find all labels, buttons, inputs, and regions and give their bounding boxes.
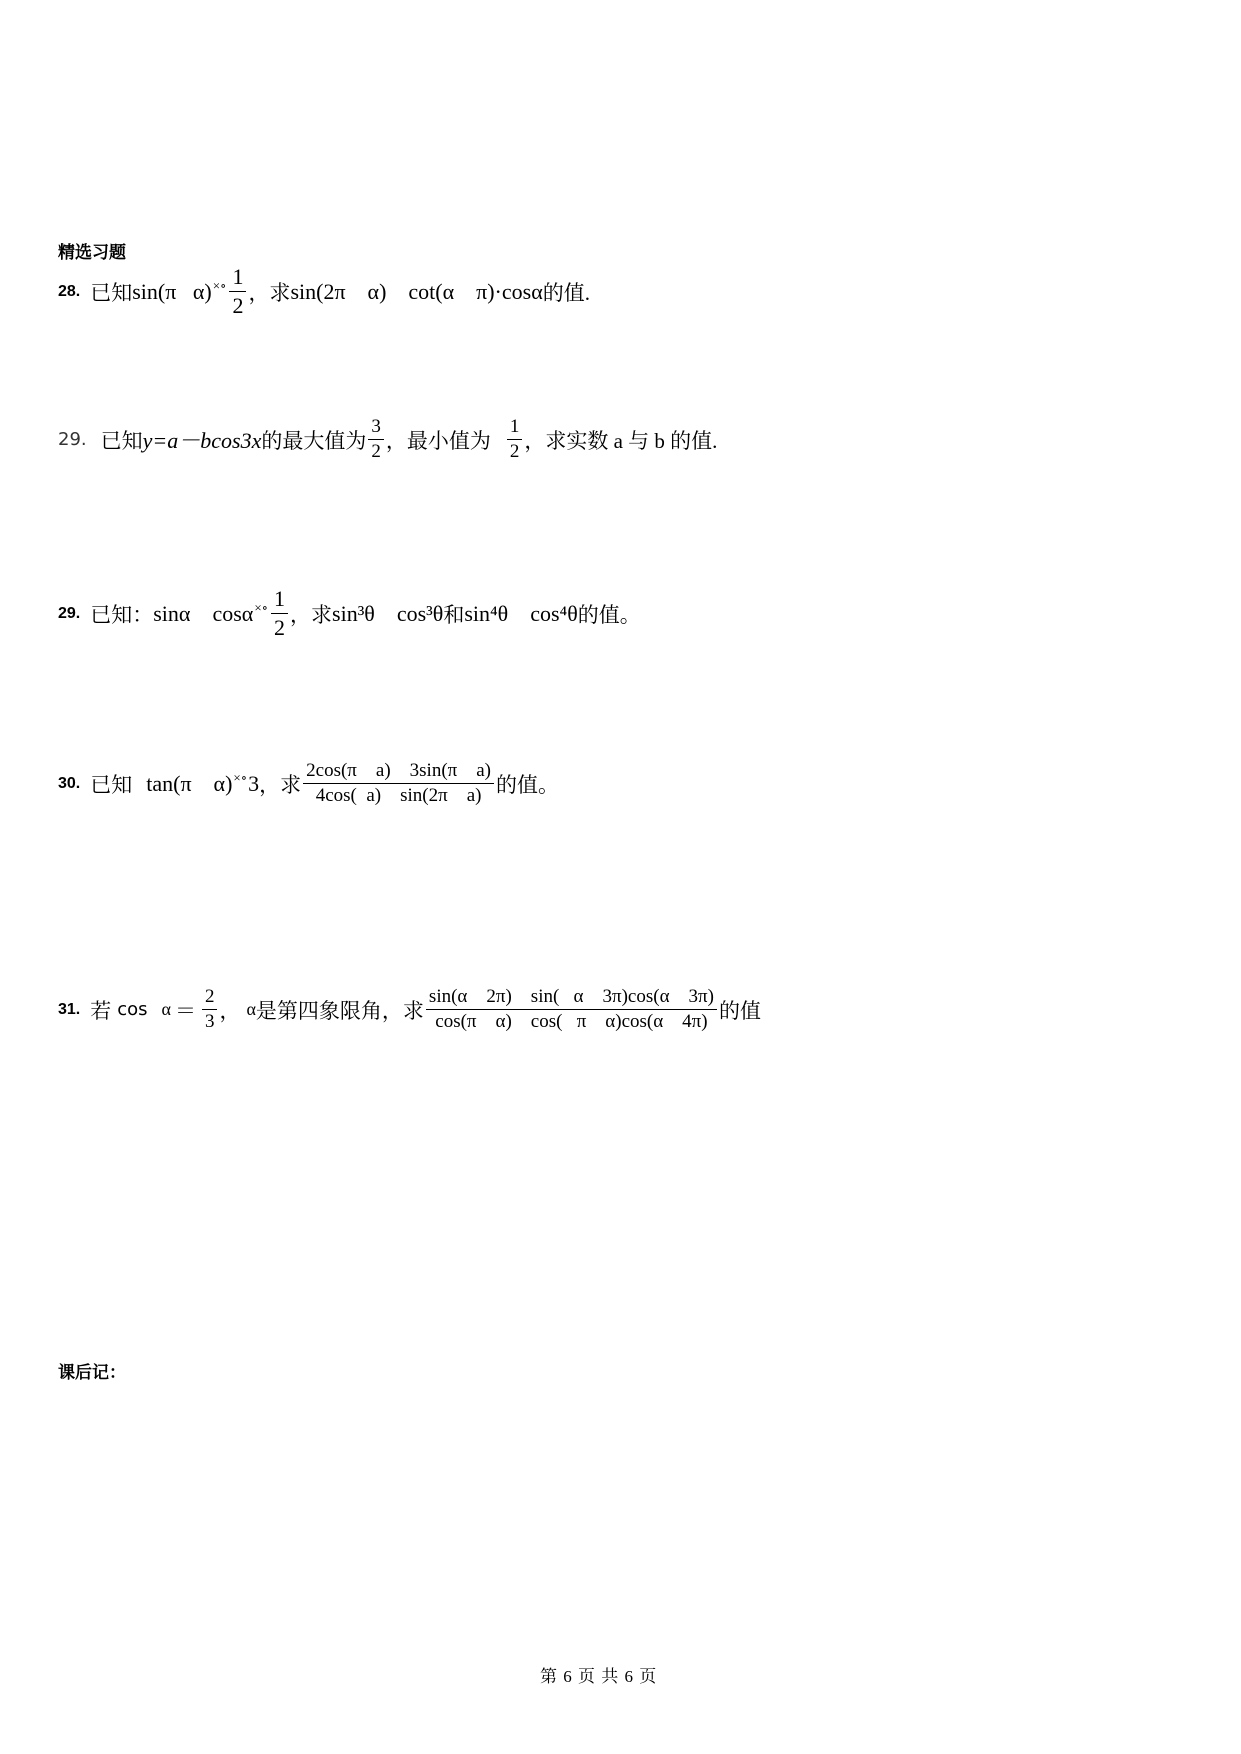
fraction-min — [507, 416, 523, 463]
given-expression: tan(π α) — [146, 770, 233, 796]
question-ending: 的值。 — [496, 772, 560, 797]
function-expression: y=a－bcos3x — [142, 428, 262, 454]
given-expression: sinα cosα — [153, 600, 254, 626]
fraction-denominator: 2 — [232, 293, 244, 319]
fraction-denominator: 4cos( a) sin(2π a) — [315, 785, 482, 807]
fraction-numerator: 1 — [232, 264, 244, 289]
page-footer: 第 6 页 共 6 页 — [540, 1667, 658, 1686]
question-30 — [58, 760, 559, 807]
equals-symbol: ×∘ — [254, 599, 269, 615]
fraction-numerator: 3 — [371, 416, 381, 437]
target-fraction — [303, 760, 494, 807]
fraction-denominator: 2 — [509, 441, 520, 463]
question-number: 29. — [58, 429, 87, 451]
fraction-one-half — [229, 264, 246, 319]
question-number: 30. — [58, 774, 81, 792]
question-intro: 已知 — [90, 772, 133, 797]
question-connector: ，求 — [248, 280, 291, 305]
max-label: 的最大值为 — [261, 428, 367, 453]
and-word: 和 — [443, 602, 465, 627]
question-number: 29. — [58, 604, 81, 622]
fraction-numerator: 1 — [274, 586, 286, 611]
fraction-denominator: 2 — [371, 441, 381, 463]
cos-word: cos — [117, 999, 148, 1021]
question-connector: ，求 — [290, 602, 333, 627]
fraction-numerator: 1 — [509, 416, 520, 437]
fraction-numerator: 2cos(π a) 3sin(π a) — [306, 760, 492, 781]
question-31 — [58, 986, 761, 1033]
question-ending: 的值。 — [577, 602, 641, 627]
question-ending: 的值. — [542, 280, 590, 305]
question-intro: 已知 — [100, 428, 143, 453]
target-expression-1: sin³θ cos³θ — [332, 600, 444, 626]
target-expression-2: sin⁴θ cos⁴θ — [464, 600, 578, 626]
equals-symbol: ×∘ — [212, 277, 227, 293]
fraction-one-half — [271, 586, 288, 641]
target-fraction — [426, 986, 717, 1033]
fraction-numerator: 2 — [204, 986, 215, 1007]
min-label: ，最小值为 — [385, 428, 491, 453]
fraction-numerator: sin(α 2π) sin( α 3π)cos(α 3π) — [428, 986, 714, 1007]
target-expression: sin(2π α) cot(α π)·cosα — [290, 278, 543, 304]
fraction-max — [368, 416, 384, 463]
quadrant-description: 是第四象限角，求 — [255, 998, 424, 1023]
fraction-denominator: 2 — [274, 615, 286, 641]
question-ending: 的值 — [718, 998, 761, 1023]
alpha-symbol-2: α — [246, 999, 256, 1020]
question-connector: ，求 — [259, 772, 302, 797]
given-value: 3 — [248, 770, 260, 796]
question-comma: ， — [219, 998, 241, 1023]
question-29b — [58, 586, 641, 641]
given-expression: sin(π α) — [132, 278, 212, 304]
question-29a — [58, 416, 717, 463]
question-28 — [58, 264, 590, 319]
question-intro: 已知： — [90, 602, 154, 627]
equals-symbol: ＝ — [174, 998, 196, 1023]
fraction-denominator: 3 — [204, 1011, 215, 1033]
question-number: 28. — [58, 282, 81, 300]
fraction-denominator: cos(π α) cos( π α)cos(α 4π) — [435, 1011, 708, 1033]
alpha-symbol: α — [161, 999, 171, 1020]
fraction-two-thirds — [202, 986, 218, 1033]
notes-title: 课后记： — [58, 1363, 126, 1383]
equals-symbol: ×∘ — [233, 769, 248, 785]
question-ending: ，求实数 a 与 b 的值. — [524, 428, 718, 453]
question-intro: 已知 — [90, 280, 133, 305]
question-number: 31. — [58, 1000, 81, 1018]
section-title: 精选习题 — [58, 243, 126, 263]
question-intro: 若 — [90, 998, 112, 1023]
